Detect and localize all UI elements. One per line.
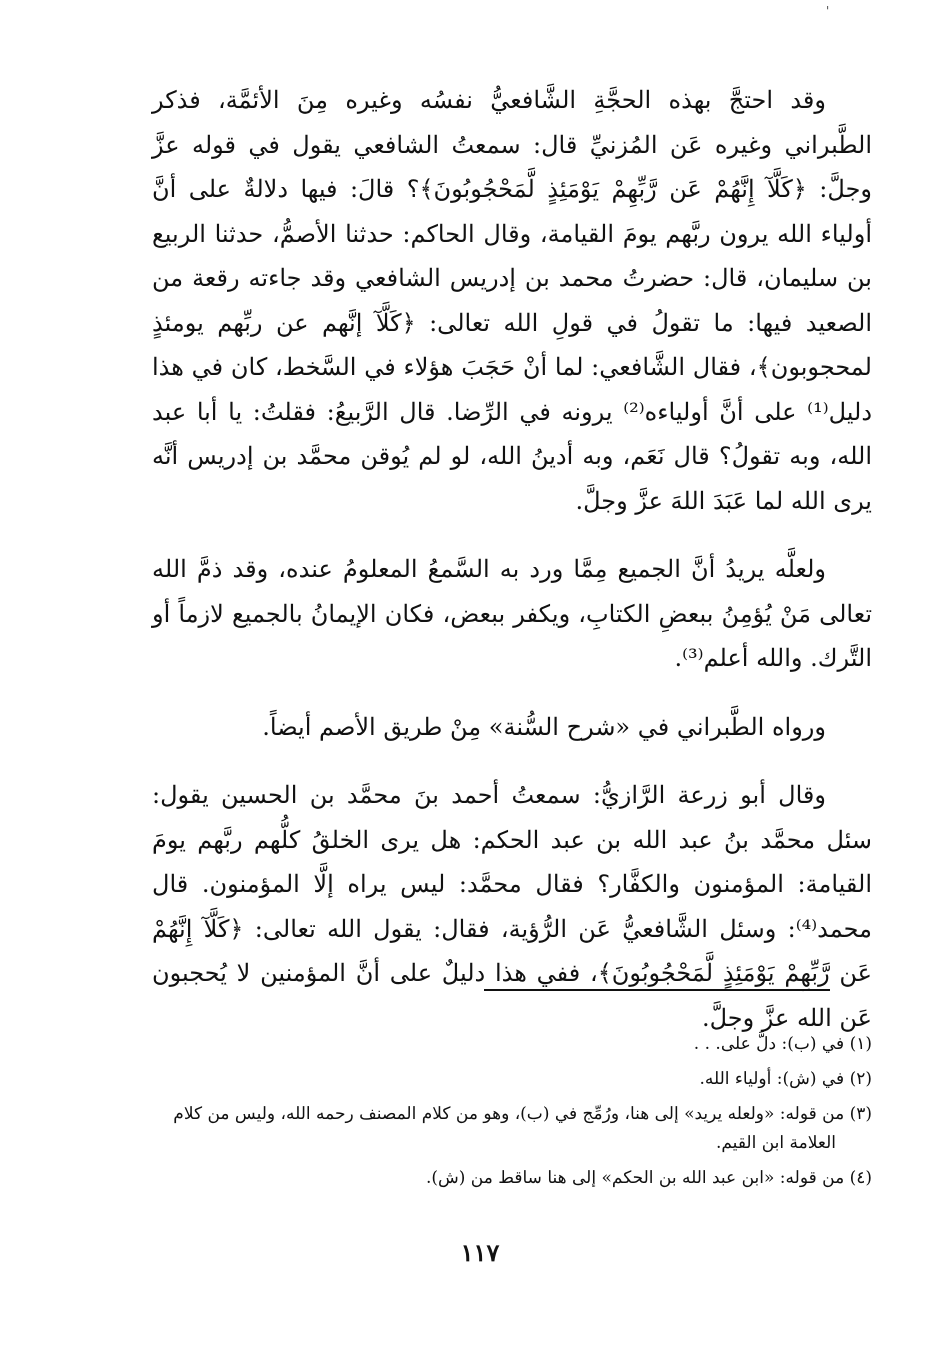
footnote-1: (١) في (ب): دلَّ على. . . [693, 1034, 872, 1054]
page-number: ١١٧ [460, 1238, 500, 1267]
footnote-divider [484, 989, 830, 991]
footnote-4: (٤) من قوله: «ابن عبد الله بن الحكم» إلى هنا ساقط من (ش). [425, 1168, 872, 1188]
paragraph-4: وقال أبو زرعة الرَّازيُّ: سمعتُ أحمد بنَ محمَّد بن الحسين يقول: سئل محمَّد بنُ عبد الله بن عبد الحكم: هل يرى الخلقُ كلُّهم ربَّهم يومَ القيامة: المؤمنون والكفَّار؟ فقال محمَّد: ليس يراه إلَّا المؤمنون. قال محمد⁽⁴⁾: وسئل الشَّافعيُّ عَن الرُّؤية، فقال: يقول الله تعالى: ﴿كَلَّآ إِنَّهُمْ عَن رَّبِّهِمْ يَوْمَئِذٍ لَّمَحْجُوبُونَ﴾، ففي هذا دليلٌ على أنَّ المؤمنين لا يُحجبون عَن الله عزَّ وجلَّ. [152, 781, 872, 1032]
corner-mark: ' [826, 4, 830, 18]
footnote-3: (٣) من قوله: «ولعله يريد» إلى هنا، ورُمِّج في (ب)، وهو من كلام المصنف رحمه الله، وليس من كلام العلامة ابن القيم. [173, 1104, 872, 1153]
main-text [152, 78, 872, 1064]
paragraph-1: وقد احتجَّ بهذه الحجَّةِ الشَّافعيُّ نفسُه وغيره مِنَ الأئمَّة، فذكر الطَّبراني وغيره عَن المُزنيِّ قال: سمعتُ الشافعي يقول في قوله عزَّ وجلَّ: ﴿كَلَّآ إِنَّهُمْ عَن رَّبِّهِمْ يَوْمَئِذٍ لَّمَحْجُوبُونَ﴾؟ قالَ: فيها دلالةٌ على أنَّ أولياء الله يرون ربَّهم يومَ القيامة، وقال الحاكم: حدثنا الأصمُّ، حدثنا الربيع بن سليمان، قال: حضرتُ محمد بن إدريس الشافعي وقد جاءته رقعة من الصعيد فيها: ما تقولُ في قولِ الله تعالى: ﴿كَلَّآ إنَّهم عن ربِّهم يومئذٍ لمحجوبون﴾، فقال الشَّافعي: لما أنْ حَجَبَ هؤلاء في السَّخط، كان في هذا دليل⁽¹⁾ على أنَّ أولياءه⁽²⁾ يرونه في الرِّضا. قال الرَّبيعُ: فقلتُ: يا أبا عبد الله، وبه تقولُ؟ قال نَعَم، وبه أدينُ الله، لو لم يُوقن محمَّد بن إدريس أنَّه يرى الله لما عَبَدَ اللهَ عزَّ وجلَّ. [152, 86, 872, 515]
footnote-2: (٢) في (ش): أولياء الله. [699, 1069, 872, 1089]
paragraph-3: ورواه الطَّبراني في «شرح السُّنة» مِنْ طريق الأصم أيضاً. [262, 712, 826, 741]
paragraph-2: ولعلَّه يريدُ أنَّ الجميع مِمَّا ورد به السَّمعُ المعلومُ عنده، وقد ذمَّ الله تعالى مَنْ يُؤمِنُ ببعضِ الكتابِ، ويكفر ببعض، فكان الإيمانُ بالجميع لازماً أو التَّرك. والله أعلم⁽³⁾. [152, 555, 872, 672]
footnotes [152, 1030, 872, 1199]
